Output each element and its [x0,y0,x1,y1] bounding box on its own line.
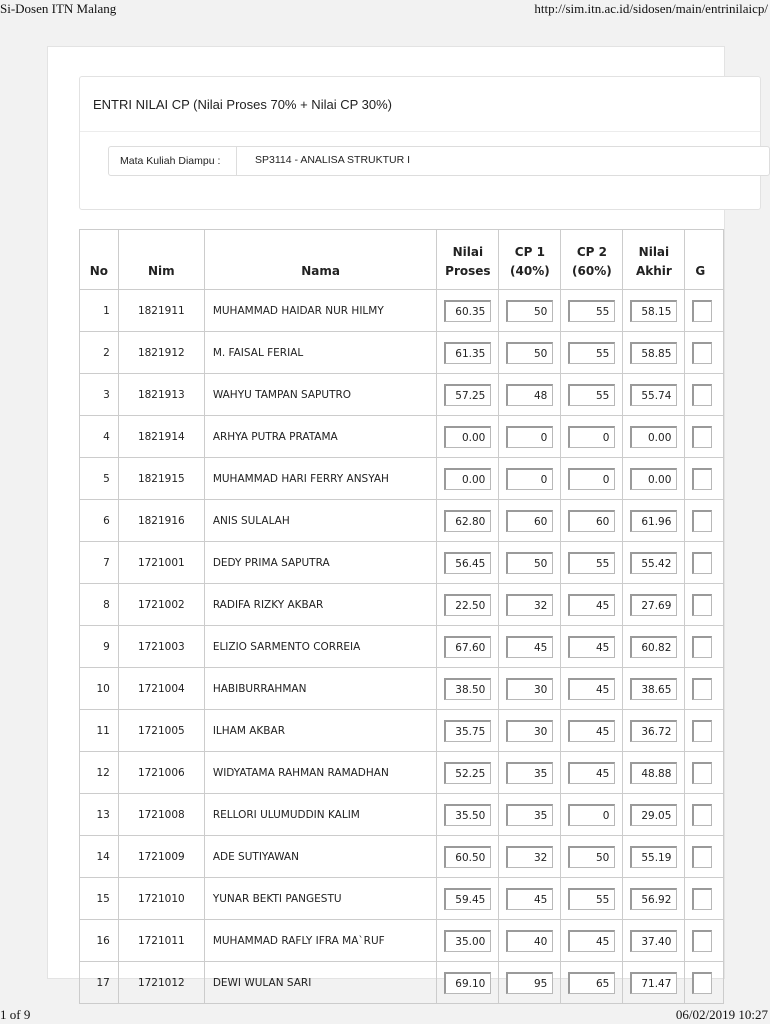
cell-nilai-proses [437,332,499,374]
cell-nilai-proses [437,920,499,962]
nilai-akhir-input[interactable]: 55.42 [630,552,677,574]
table-row [80,458,724,500]
cell-no: 16 [80,920,119,962]
cell-g [685,962,724,1004]
cell-nama: ARHYA PUTRA PRATAMA [204,416,437,458]
cell-nilai-akhir [623,836,685,878]
cell-nilai-proses [437,290,499,332]
cell-g [685,374,724,416]
cp2-input[interactable]: 45 [568,678,615,700]
cp1-input[interactable]: 0 [506,426,553,448]
cp2-input[interactable]: 55 [568,300,615,322]
nilai-proses-input[interactable]: 35.75 [444,720,491,742]
panel-divider [80,131,760,132]
cell-cp1 [499,962,561,1004]
cell-no: 8 [80,584,119,626]
nilai-akhir-input[interactable]: 29.05 [630,804,677,826]
content-card [47,46,725,990]
print-header [0,0,768,18]
cell-nilai-akhir [623,584,685,626]
nilai-proses-input[interactable]: 0.00 [444,468,491,490]
cell-nilai-proses [437,962,499,1004]
cell-nilai-akhir [623,416,685,458]
col-header-cp1 [499,230,561,290]
nilai-proses-input[interactable]: 59.45 [444,888,491,910]
cell-nim: 1721001 [118,542,204,584]
cell-cp1 [499,290,561,332]
cell-g [685,668,724,710]
nilai-proses-input[interactable]: 38.50 [444,678,491,700]
g-input[interactable] [692,468,712,490]
cell-nilai-akhir [623,332,685,374]
cell-no: 17 [80,962,119,1004]
cell-nilai-akhir [623,962,685,1004]
table-row [80,920,724,962]
cell-nama: ELIZIO SARMENTO CORREIA [204,626,437,668]
cell-nim: 1721010 [118,878,204,920]
cell-cp2 [561,836,623,878]
cell-g [685,584,724,626]
cell-cp1 [499,458,561,500]
cell-nama: WAHYU TAMPAN SAPUTRO [204,374,437,416]
cell-g [685,836,724,878]
cell-nama: ANIS SULALAH [204,500,437,542]
cell-nilai-proses [437,668,499,710]
nilai-akhir-input[interactable]: 58.85 [630,342,677,364]
cell-nilai-proses [437,584,499,626]
g-input[interactable] [692,930,712,952]
nilai-proses-input[interactable]: 35.00 [444,930,491,952]
cp1-input[interactable]: 30 [506,720,553,742]
print-page-number: 1 of 9 [0,1007,31,1022]
g-input[interactable] [692,384,712,406]
g-input[interactable] [692,972,712,994]
cell-nim: 1821914 [118,416,204,458]
cell-nilai-akhir [623,668,685,710]
cell-cp1 [499,416,561,458]
cp1-input[interactable]: 32 [506,594,553,616]
g-input[interactable] [692,594,712,616]
cell-g [685,626,724,668]
cell-cp1 [499,374,561,416]
cp1-input[interactable]: 95 [506,972,553,994]
cp2-input[interactable]: 45 [568,720,615,742]
cp2-input[interactable]: 0 [568,426,615,448]
cell-cp1 [499,752,561,794]
cp2-input[interactable]: 0 [568,468,615,490]
print-footer [0,1006,768,1024]
cell-nama: YUNAR BEKTI PANGESTU [204,878,437,920]
cell-nilai-proses [437,752,499,794]
g-input[interactable] [692,552,712,574]
cell-cp1 [499,332,561,374]
nilai-proses-input[interactable]: 35.50 [444,804,491,826]
cp1-input[interactable]: 0 [506,468,553,490]
cell-nilai-akhir [623,752,685,794]
cp2-input[interactable]: 55 [568,888,615,910]
cell-nama: ILHAM AKBAR [204,710,437,752]
table-row [80,836,724,878]
col-header-nilai-proses [437,230,499,290]
g-input[interactable] [692,300,712,322]
cell-cp2 [561,794,623,836]
cell-nilai-proses [437,542,499,584]
cell-nilai-proses [437,836,499,878]
cell-no: 7 [80,542,119,584]
cell-nilai-akhir [623,290,685,332]
cell-cp2 [561,962,623,1004]
nilai-proses-input[interactable]: 52.25 [444,762,491,784]
cp1-input[interactable]: 35 [506,762,553,784]
cell-nama: ADE SUTIYAWAN [204,836,437,878]
grades-table-wrapper [79,229,724,1004]
cp2-input[interactable]: 55 [568,342,615,364]
cell-no: 13 [80,794,119,836]
cell-cp2 [561,626,623,668]
nilai-proses-input[interactable]: 69.10 [444,972,491,994]
g-input[interactable] [692,804,712,826]
cell-nim: 1721005 [118,710,204,752]
cell-nilai-proses [437,500,499,542]
col-header-no: No [80,230,119,290]
cell-g [685,290,724,332]
header-line: (40%) [510,264,550,278]
table-row [80,290,724,332]
cell-nama: DEWI WULAN SARI [204,962,437,1004]
nilai-akhir-input[interactable]: 0.00 [630,468,677,490]
header-line: (60%) [572,264,612,278]
cell-cp1 [499,542,561,584]
cell-nilai-proses [437,878,499,920]
nilai-akhir-input[interactable]: 55.19 [630,846,677,868]
cell-nama: WIDYATAMA RAHMAN RAMADHAN [204,752,437,794]
cp2-input[interactable]: 45 [568,594,615,616]
cell-g [685,332,724,374]
nilai-proses-input[interactable]: 60.35 [444,300,491,322]
cell-nilai-proses [437,374,499,416]
header-line: Nilai [452,245,484,259]
cell-g [685,416,724,458]
header-line: Akhir [635,264,672,278]
cell-nim: 1721004 [118,668,204,710]
cell-cp2 [561,458,623,500]
cell-nilai-proses [437,458,499,500]
g-input[interactable] [692,846,712,868]
header-line: CP 2 [576,245,607,259]
cp2-input[interactable]: 65 [568,972,615,994]
col-header-nim: Nim [118,230,204,290]
cp2-input[interactable]: 0 [568,804,615,826]
cp1-input[interactable]: 32 [506,846,553,868]
cell-cp1 [499,584,561,626]
cell-cp2 [561,584,623,626]
cell-nilai-akhir [623,794,685,836]
table-row [80,500,724,542]
cell-nim: 1721003 [118,626,204,668]
table-row [80,794,724,836]
nilai-akhir-input[interactable]: 71.47 [630,972,677,994]
nilai-akhir-input[interactable]: 55.74 [630,384,677,406]
header-line: CP 1 [514,245,545,259]
mata-kuliah-value[interactable]: SP3114 - ANALISA STRUKTUR I [255,154,411,166]
cell-cp1 [499,878,561,920]
cell-nim: 1821912 [118,332,204,374]
table-body [80,290,724,1004]
cell-nilai-proses [437,416,499,458]
nilai-proses-input[interactable]: 57.25 [444,384,491,406]
cell-nama: RELLORI ULUMUDDIN KALIM [204,794,437,836]
cp2-input[interactable]: 50 [568,846,615,868]
cp2-input[interactable]: 55 [568,552,615,574]
g-input[interactable] [692,762,712,784]
mata-kuliah-field [108,146,770,176]
cp1-input[interactable]: 50 [506,342,553,364]
header-line: Nilai [638,245,670,259]
cell-g [685,542,724,584]
cell-nama: M. FAISAL FERIAL [204,332,437,374]
cp1-input[interactable]: 50 [506,300,553,322]
cell-cp2 [561,710,623,752]
table-header-row [80,230,724,290]
cell-g [685,752,724,794]
cell-no: 15 [80,878,119,920]
nilai-proses-input[interactable]: 56.45 [444,552,491,574]
nilai-akhir-input[interactable]: 36.72 [630,720,677,742]
entry-panel [79,76,761,210]
cell-no: 2 [80,332,119,374]
nilai-proses-input[interactable]: 61.35 [444,342,491,364]
cell-nim: 1721012 [118,962,204,1004]
col-header-nilai-akhir [623,230,685,290]
cp1-input[interactable]: 45 [506,636,553,658]
table-row [80,626,724,668]
g-input[interactable] [692,426,712,448]
col-header-nama: Nama [204,230,437,290]
cell-nim: 1721002 [118,584,204,626]
cell-no: 5 [80,458,119,500]
cell-nilai-akhir [623,500,685,542]
cell-cp1 [499,626,561,668]
cell-no: 1 [80,290,119,332]
cell-no: 11 [80,710,119,752]
cell-g [685,920,724,962]
cp1-input[interactable]: 48 [506,384,553,406]
table-row [80,542,724,584]
cell-no: 4 [80,416,119,458]
cp2-input[interactable]: 45 [568,762,615,784]
print-page-title: Si-Dosen ITN Malang [0,1,117,16]
cp2-input[interactable]: 45 [568,930,615,952]
table-row [80,962,724,1004]
print-datetime: 06/02/2019 10:27 [675,1007,768,1022]
cell-no: 9 [80,626,119,668]
cell-nim: 1821911 [118,290,204,332]
table-row [80,668,724,710]
cell-cp1 [499,668,561,710]
cell-nilai-akhir [623,458,685,500]
cell-cp1 [499,836,561,878]
cell-nim: 1821916 [118,500,204,542]
table-row [80,584,724,626]
nilai-proses-input[interactable]: 60.50 [444,846,491,868]
table-row [80,752,724,794]
nilai-akhir-input[interactable]: 61.96 [630,510,677,532]
cell-g [685,794,724,836]
nilai-akhir-input[interactable]: 48.88 [630,762,677,784]
cell-no: 10 [80,668,119,710]
g-input[interactable] [692,342,712,364]
cell-nilai-akhir [623,920,685,962]
cell-cp2 [561,500,623,542]
table-row [80,374,724,416]
cell-cp1 [499,500,561,542]
cell-cp2 [561,290,623,332]
print-page-url: http://sim.itn.ac.id/sidosen/main/entrinilaicp/ [534,1,768,16]
cell-no: 12 [80,752,119,794]
cell-no: 6 [80,500,119,542]
mata-kuliah-label: Mata Kuliah Diampu : [109,147,237,175]
nilai-akhir-input[interactable]: 37.40 [630,930,677,952]
panel-title: ENTRI NILAI CP (Nilai Proses 70% + Nilai CP 30%) [93,97,392,112]
cell-nim: 1721006 [118,752,204,794]
cell-nim: 1721009 [118,836,204,878]
cell-g [685,878,724,920]
cell-nim: 1821913 [118,374,204,416]
cp2-input[interactable]: 45 [568,636,615,658]
cell-nilai-akhir [623,710,685,752]
cell-g [685,710,724,752]
cell-cp2 [561,332,623,374]
cell-g [685,458,724,500]
cell-cp2 [561,752,623,794]
cell-nama: DEDY PRIMA SAPUTRA [204,542,437,584]
cell-nilai-proses [437,626,499,668]
nilai-proses-input[interactable]: 62.80 [444,510,491,532]
cell-nilai-akhir [623,626,685,668]
cell-cp1 [499,794,561,836]
cp1-input[interactable]: 30 [506,678,553,700]
g-input[interactable] [692,888,712,910]
cell-nama: MUHAMMAD RAFLY IFRA MA`RUF [204,920,437,962]
cp1-input[interactable]: 60 [506,510,553,532]
cp2-input[interactable]: 60 [568,510,615,532]
cell-cp2 [561,920,623,962]
cell-cp2 [561,374,623,416]
col-header-g: G [685,230,724,290]
cell-g [685,500,724,542]
cell-nilai-proses [437,794,499,836]
table-row [80,332,724,374]
g-input[interactable] [692,678,712,700]
cell-nim: 1721008 [118,794,204,836]
header-line: Proses [445,264,491,278]
g-input[interactable] [692,510,712,532]
cell-nama: MUHAMMAD HAIDAR NUR HILMY [204,290,437,332]
g-input[interactable] [692,720,712,742]
cell-cp2 [561,878,623,920]
table-row [80,878,724,920]
cell-nama: RADIFA RIZKY AKBAR [204,584,437,626]
cell-nilai-akhir [623,878,685,920]
cp1-input[interactable]: 45 [506,888,553,910]
nilai-akhir-input[interactable]: 56.92 [630,888,677,910]
cell-cp2 [561,668,623,710]
cp2-input[interactable]: 55 [568,384,615,406]
cell-nilai-akhir [623,374,685,416]
cell-nim: 1821915 [118,458,204,500]
cell-nim: 1721011 [118,920,204,962]
nilai-akhir-input[interactable]: 38.65 [630,678,677,700]
cell-nama: MUHAMMAD HARI FERRY ANSYAH [204,458,437,500]
table-row [80,416,724,458]
nilai-proses-input[interactable]: 22.50 [444,594,491,616]
cp1-input[interactable]: 40 [506,930,553,952]
cell-nama: HABIBURRAHMAN [204,668,437,710]
nilai-akhir-input[interactable]: 58.15 [630,300,677,322]
table-row [80,710,724,752]
nilai-proses-input[interactable]: 67.60 [444,636,491,658]
nilai-akhir-input[interactable]: 0.00 [630,426,677,448]
cell-no: 3 [80,374,119,416]
cell-no: 14 [80,836,119,878]
cell-nilai-akhir [623,542,685,584]
nilai-akhir-input[interactable]: 60.82 [630,636,677,658]
grades-table [79,229,724,1004]
cell-cp2 [561,542,623,584]
cp1-input[interactable]: 50 [506,552,553,574]
cell-cp1 [499,710,561,752]
nilai-akhir-input[interactable]: 27.69 [630,594,677,616]
nilai-proses-input[interactable]: 0.00 [444,426,491,448]
cell-cp1 [499,920,561,962]
cell-cp2 [561,416,623,458]
cp1-input[interactable]: 35 [506,804,553,826]
g-input[interactable] [692,636,712,658]
col-header-cp2 [561,230,623,290]
cell-nilai-proses [437,710,499,752]
